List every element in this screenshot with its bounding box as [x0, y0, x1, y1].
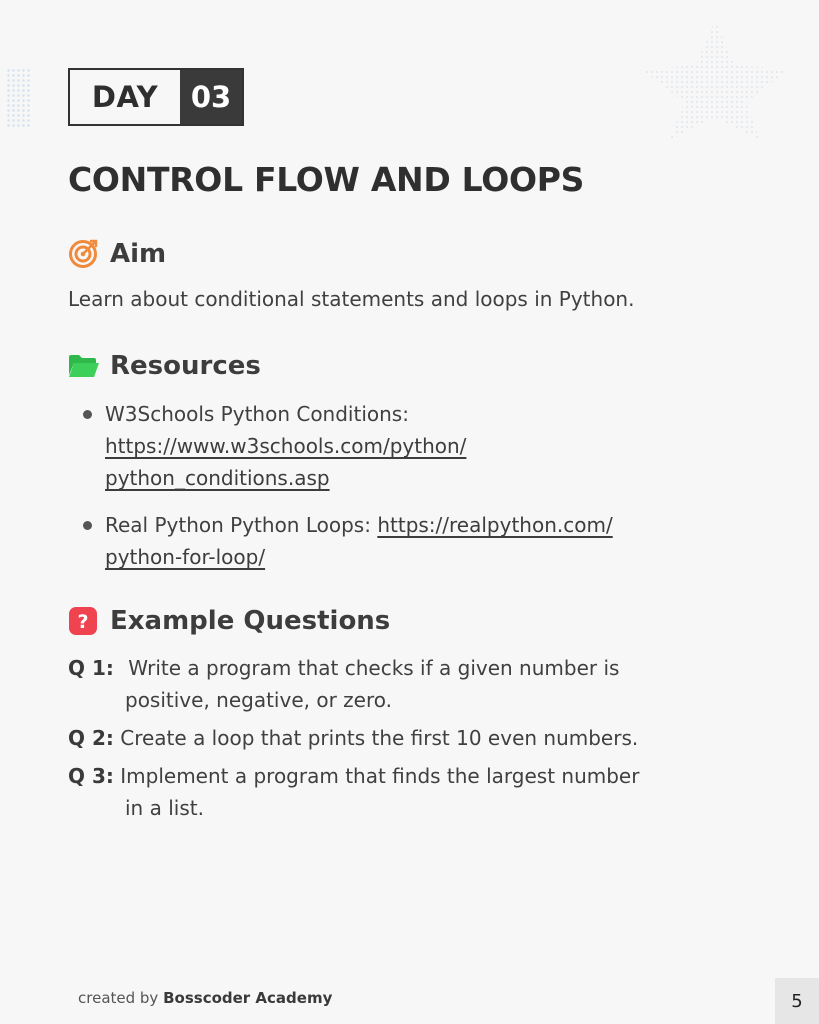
day-badge — [68, 68, 244, 126]
aim-heading — [68, 238, 166, 270]
resources-heading-label: Resources — [110, 351, 261, 381]
questions-heading — [68, 605, 390, 637]
footer-brand: Bosscoder Academy — [163, 989, 333, 1007]
resource-item-w3schools — [68, 398, 708, 494]
page-number: 5 — [775, 978, 819, 1024]
target-icon — [68, 238, 100, 270]
resources-list — [68, 398, 708, 573]
page-title: CONTROL FLOW AND LOOPS — [68, 160, 585, 199]
question-label: Q 2: — [68, 726, 114, 750]
question-mark-icon — [68, 605, 100, 637]
resource-link-line2: python_conditions.asp — [105, 466, 330, 490]
question-text-line1: Create a loop that prints the first 10 even numbers. — [120, 726, 639, 750]
svg-text:?: ? — [77, 611, 89, 633]
question-label: Q 3: — [68, 764, 114, 788]
bullet-icon — [83, 410, 92, 419]
questions-list — [68, 652, 728, 824]
question-text-line1: Write a program that checks if a given number is — [128, 656, 620, 680]
footer-prefix: created by — [78, 989, 159, 1007]
questions-heading-label: Example Questions — [110, 606, 391, 636]
resource-label: W3Schools Python Conditions: — [105, 402, 409, 426]
question-label: Q 1: — [68, 656, 114, 680]
resources-heading — [68, 350, 261, 382]
decorative-star-dots — [640, 20, 790, 140]
bullet-icon — [83, 521, 92, 530]
resource-item-realpython — [68, 509, 708, 573]
resource-label: Real Python Python Loops: — [105, 513, 371, 537]
aim-heading-label: Aim — [110, 239, 167, 269]
question-text-line2: in a list. — [125, 796, 204, 820]
question-item-1 — [68, 652, 728, 716]
folder-icon — [68, 350, 100, 382]
aim-text: Learn about conditional statements and loops in Python. — [68, 287, 635, 311]
question-text-line2: positive, negative, or zero. — [125, 688, 392, 712]
day-number: 03 — [180, 70, 242, 124]
resource-link-line1: https://realpython.com/ — [377, 513, 613, 537]
day-label: DAY — [91, 80, 159, 114]
question-item-2 — [68, 722, 728, 754]
resource-link-line1: https://www.w3schools.com/python/ — [105, 434, 467, 458]
question-item-3 — [68, 760, 728, 824]
resource-link-line2: python-for-loop/ — [105, 545, 266, 569]
footer-credit — [78, 989, 332, 1007]
question-text-line1: Implement a program that finds the largest number — [120, 764, 640, 788]
decorative-dots-left — [6, 68, 32, 128]
resource-link-w3schools[interactable] — [105, 434, 466, 490]
